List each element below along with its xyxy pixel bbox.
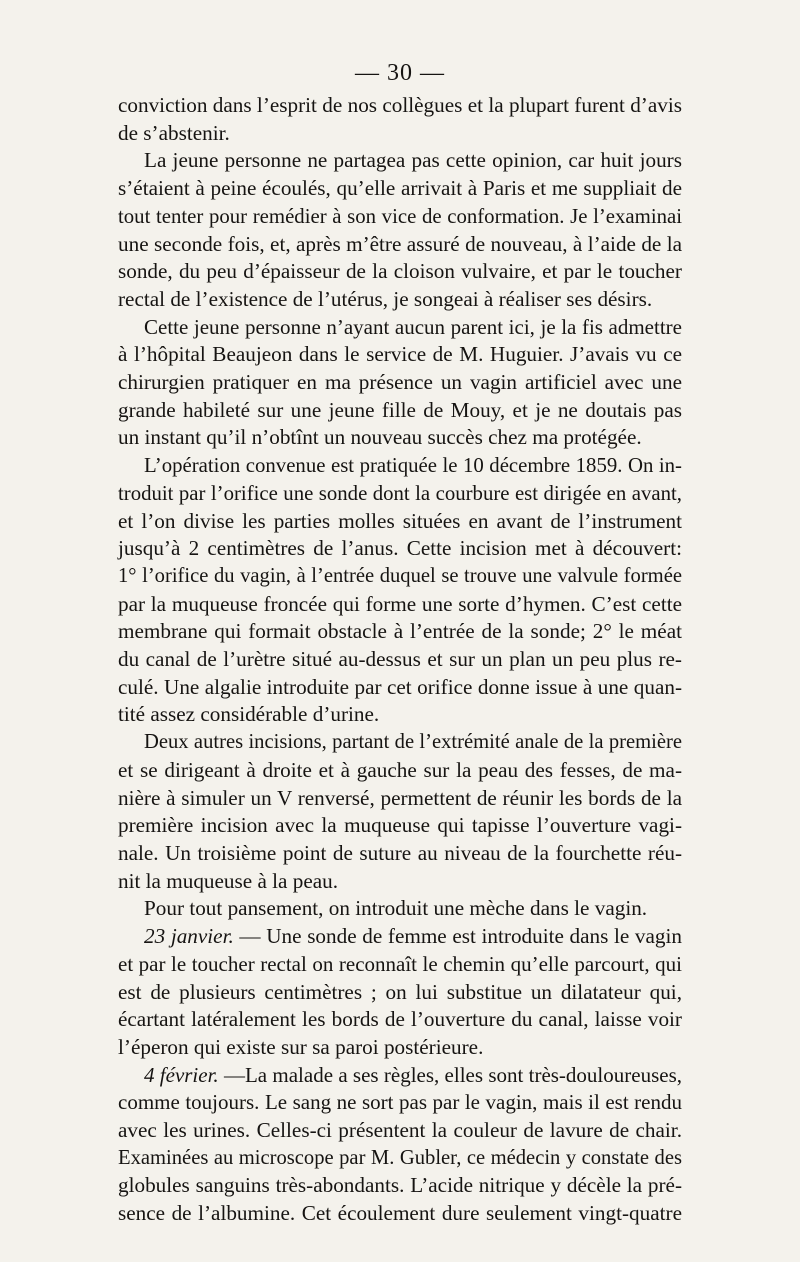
line-text: comme toujours. Le sang ne sort pas par le vagin, mais il est rendu: [118, 1090, 682, 1115]
text-line: [118, 286, 682, 314]
text-line: [118, 231, 682, 259]
line-text: culé. Une algalie introduite par cet orifice donne issue à une quan-: [118, 674, 682, 699]
text-line: [118, 480, 682, 508]
line-text: première incision avec la muqueuse qui tapisse l’ouverture vagi-: [118, 813, 682, 838]
line-text: tité assez considérable d’urine.: [118, 702, 380, 727]
body-text: [118, 92, 682, 1228]
line-text: écartant latéralement les bords de l’ouverture du canal, laisse voir: [118, 1007, 682, 1032]
line-text: est de plusieurs centimètres ; on lui substitue un dilatateur qui,: [118, 979, 682, 1004]
text-line: [118, 1006, 682, 1034]
line-text: du canal de l’urètre situé au-dessus et sur un plan un peu plus re-: [118, 647, 682, 672]
line-text: sence de l’albumine. Cet écoulement dure seulement vingt-quatre: [118, 1201, 682, 1226]
text-line: [118, 147, 682, 175]
line-text: et par le toucher rectal on reconnaît le chemin qu’elle parcourt, qui: [118, 951, 682, 976]
text-line: [118, 646, 682, 674]
text-line: [118, 785, 682, 813]
text-line: [118, 508, 682, 536]
line-text: Examinées au microscope par M. Gubler, ce médecin y constate des: [118, 1146, 682, 1169]
line-text: par la muqueuse froncée qui forme une sorte d’hymen. C’est cette: [118, 591, 682, 616]
text-line: [118, 535, 682, 563]
line-text: conviction dans l’esprit de nos collègues et la plupart furent d’avis: [118, 93, 682, 117]
line-text: —La malade a ses règles, elles sont très-douloureuses,: [218, 1062, 682, 1087]
text-line: [118, 1089, 682, 1117]
text-line: [118, 1117, 682, 1145]
line-text: L’opération convenue est pratiquée le 10 décembre 1859. On in-: [144, 454, 682, 478]
line-text: Pour tout pansement, on introduit une mèche dans le vagin.: [144, 896, 648, 921]
text-line: [118, 203, 682, 231]
line-text: grande habileté sur une jeune fille de Mouy, et je ne doutais pas: [118, 397, 682, 422]
text-line: [118, 923, 682, 951]
text-line: [118, 1145, 682, 1173]
text-line: [118, 868, 682, 896]
text-line: [118, 120, 682, 148]
text-line: [118, 729, 682, 757]
text-line: [118, 1172, 682, 1200]
text-line: [118, 757, 682, 785]
line-text: tout tenter pour remédier à son vice de conformation. Je l’examinai: [118, 204, 682, 228]
text-line: [118, 1200, 682, 1228]
line-text: de s’abstenir.: [118, 120, 230, 145]
line-text: globules sanguins très-abondants. L’acide nitrique y décèle la pré-: [118, 1173, 682, 1198]
text-line: [118, 397, 682, 425]
line-text: troduit par l’orifice une sonde dont la courbure est dirigée en avant,: [118, 481, 682, 505]
text-line: [118, 341, 682, 369]
text-line: [118, 424, 682, 452]
line-text: nière à simuler un V renversé, permettent de réunir les bords de la: [118, 785, 682, 810]
line-text: Cette jeune personne n’ayant aucun parent ici, je la fis admettre: [144, 314, 682, 339]
line-text: avec les urines. Celles-ci présentent la couleur de lavure de chair.: [118, 1118, 682, 1143]
line-text: La jeune personne ne partagea pas cette opinion, car huit jours: [144, 148, 682, 173]
text-line: [118, 591, 682, 619]
line-text: et se dirigeant à droite et à gauche sur la peau des fesses, de ma-: [118, 757, 682, 782]
line-text: sonde, du peu d’épaisseur de la cloison vulvaire, et par le toucher: [118, 259, 682, 284]
text-line: [118, 369, 682, 397]
line-text: 1° l’orifice du vagin, à l’entrée duquel se trouve une valvule formée: [118, 564, 682, 587]
text-line: [118, 452, 682, 480]
text-line: [118, 618, 682, 646]
entry-date: 23 janvier.: [144, 924, 234, 949]
line-text: Deux autres incisions, partant de l’extrémité anale de la première: [144, 731, 682, 754]
text-line: [118, 92, 682, 120]
page-number: — 30 —: [355, 60, 445, 86]
line-text: une seconde fois, et, après m’être assuré de nouveau, à l’aide de la: [118, 231, 682, 256]
line-text: chirurgien pratiquer en ma présence un vagin artificiel avec une: [118, 370, 682, 395]
text-line: [118, 701, 682, 729]
text-line: [118, 175, 682, 203]
line-text: jusqu’à 2 centimètres de l’anus. Cette incision met à découvert:: [118, 536, 682, 561]
text-line: [118, 840, 682, 868]
line-text: nit la muqueuse à la peau.: [118, 868, 339, 893]
line-text: — Une sonde de femme est introduite dans le vagin: [233, 924, 683, 949]
text-line: [118, 563, 682, 591]
text-line: [118, 979, 682, 1007]
text-line: [118, 258, 682, 286]
line-text: s’étaient à peine écoulés, qu’elle arrivait à Paris et me suppliait de: [118, 176, 682, 201]
line-text: rectal de l’existence de l’utérus, je songeai à réaliser ses désirs.: [118, 286, 653, 311]
entry-date: 4 février.: [144, 1062, 219, 1087]
line-text: et l’on divise les parties molles situées en avant de l’instrument: [118, 508, 682, 533]
text-line: [118, 674, 682, 702]
text-line: [118, 1034, 682, 1062]
text-line: [118, 1062, 682, 1090]
line-text: à l’hôpital Beaujeon dans le service de M. Huguier. J’avais vu ce: [118, 342, 682, 367]
text-line: [118, 314, 682, 342]
line-text: membrane qui formait obstacle à l’entrée de la sonde; 2° le méat: [118, 619, 682, 644]
line-text: l’éperon qui existe sur sa paroi postérieure.: [118, 1034, 484, 1059]
text-line: [118, 951, 682, 979]
line-text: nale. Un troisième point de suture au niveau de la fourchette réu-: [118, 840, 682, 865]
text-line: [118, 895, 682, 923]
line-text: un instant qu’il n’obtînt un nouveau succès chez ma protégée.: [118, 425, 642, 450]
text-line: [118, 812, 682, 840]
